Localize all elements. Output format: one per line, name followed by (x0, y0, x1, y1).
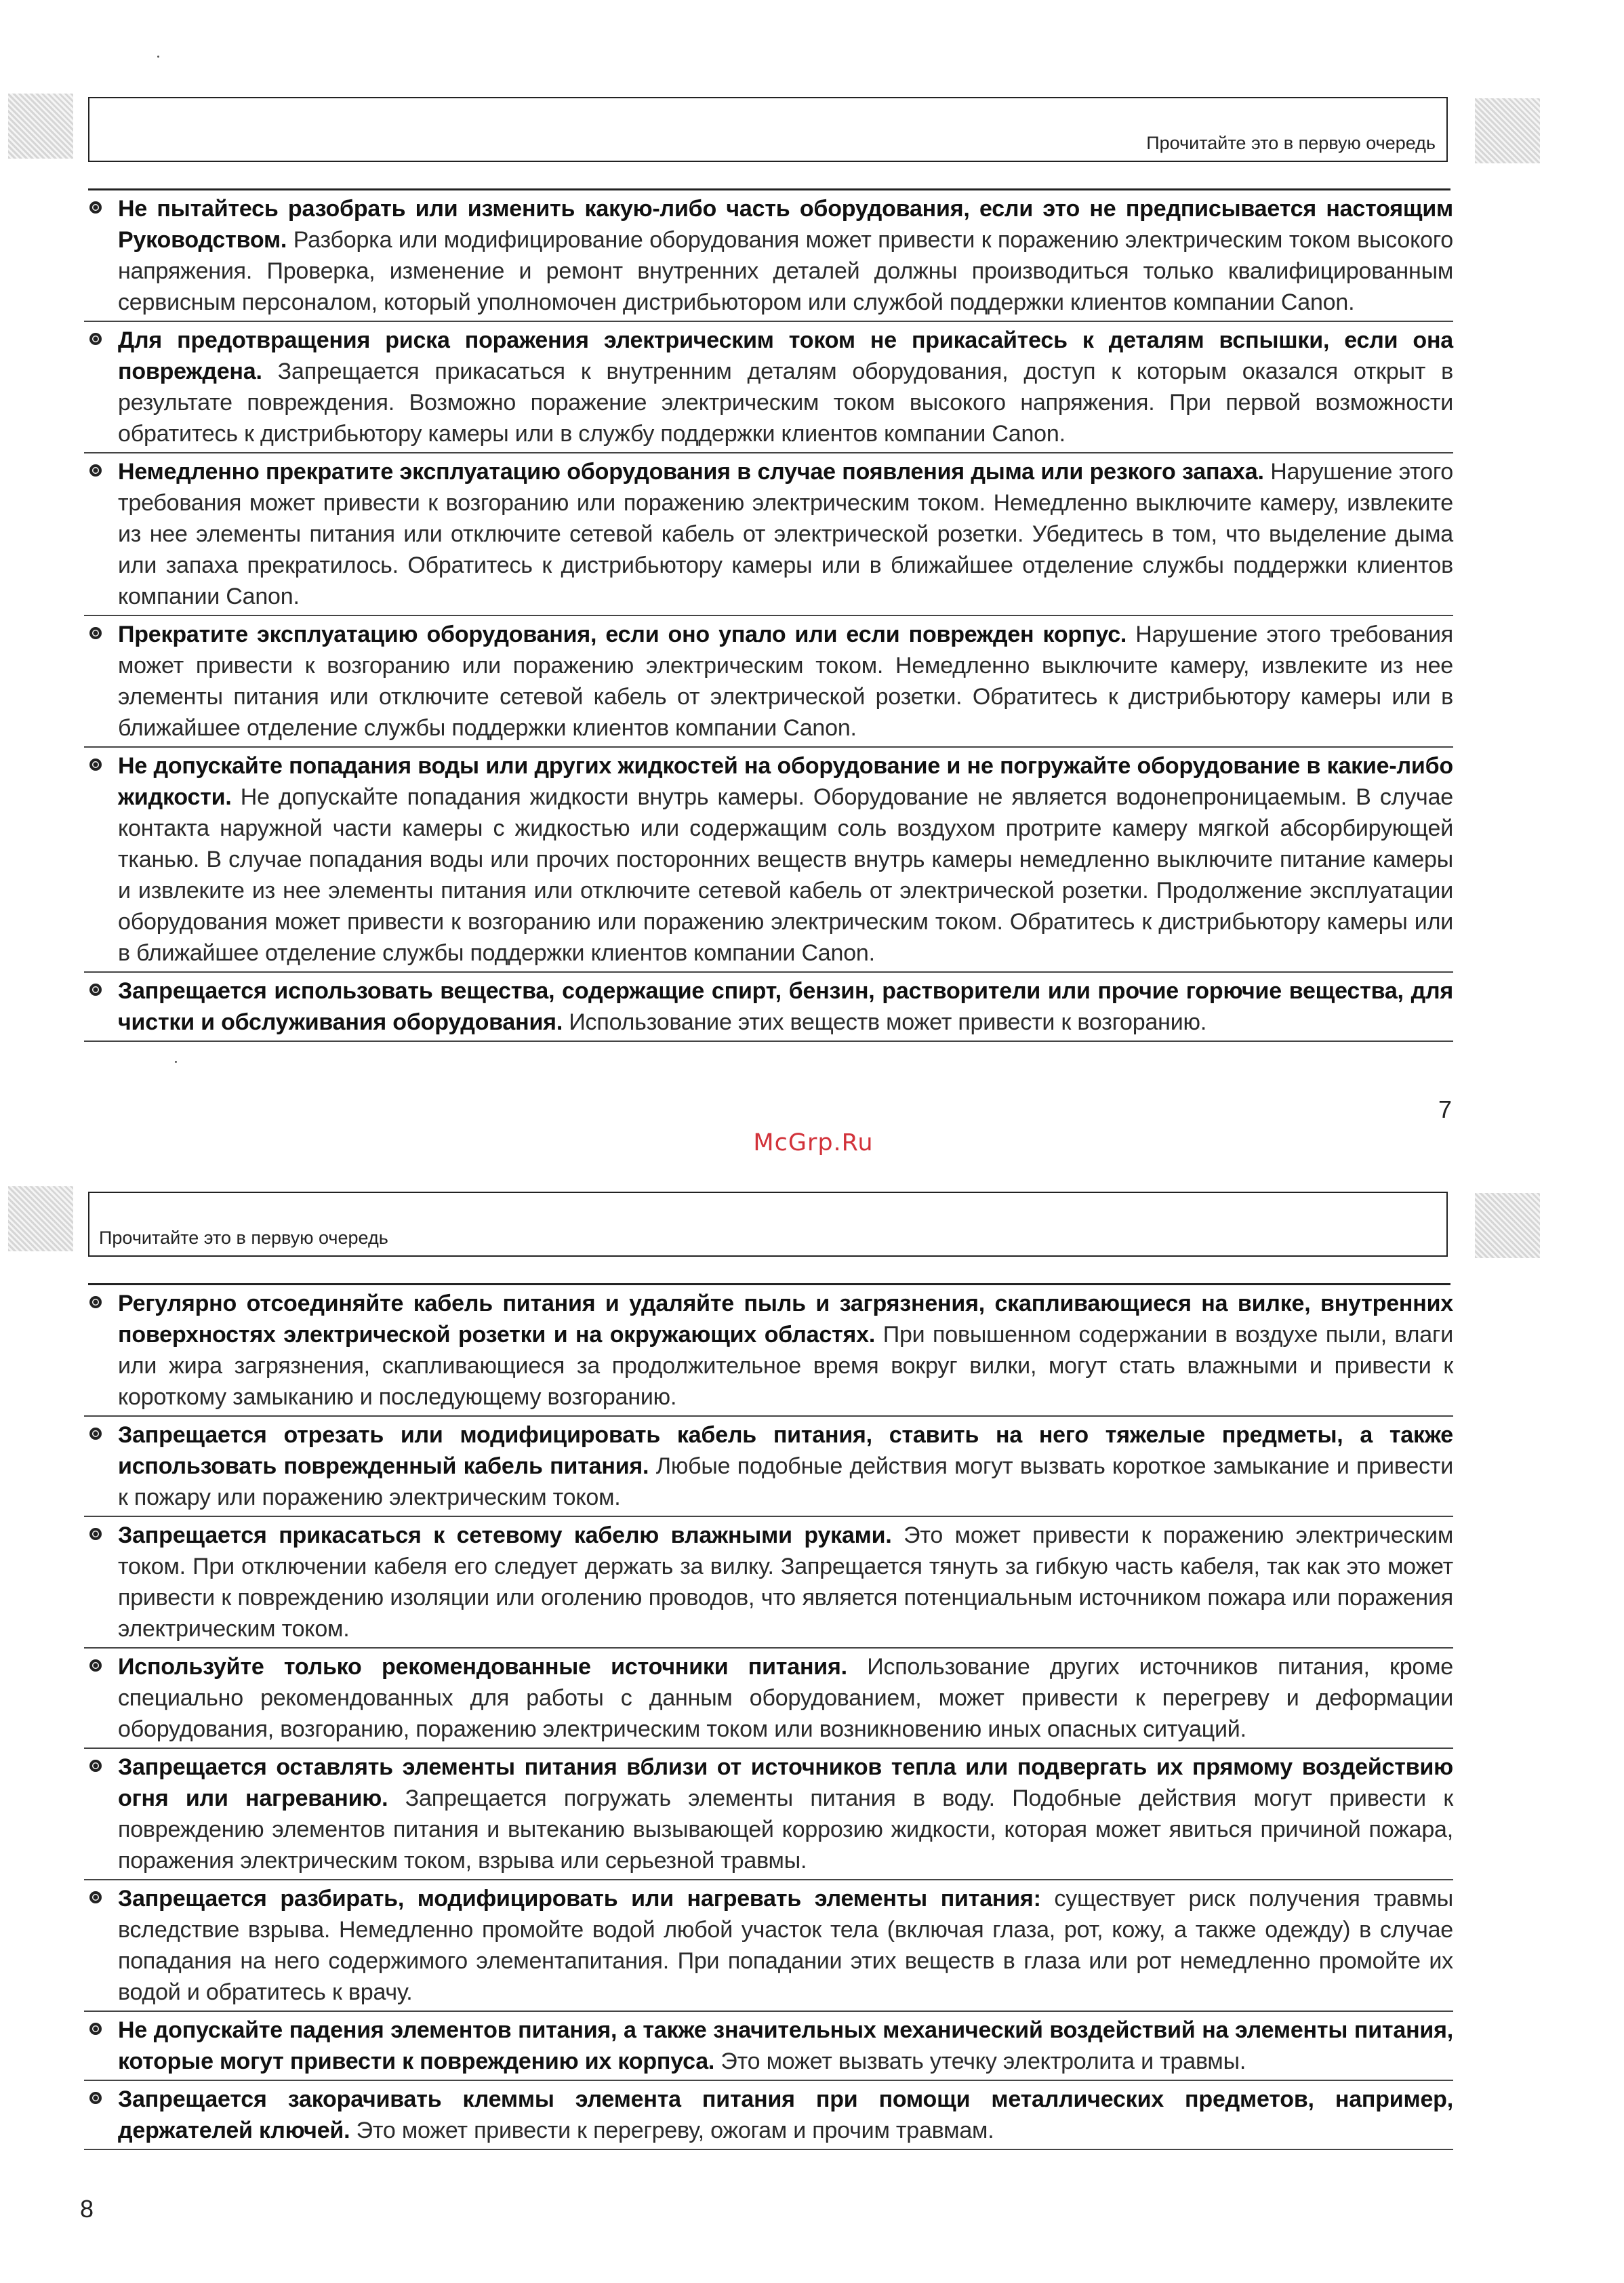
bullet-icon (89, 201, 102, 214)
warning-text: Разборка или модифицирование оборудования может привести к поражению электрическим током высокого напряжения. Проверка, изменение и ремонт внутренних деталей должны производиться только квалифицированным сервисным персоналом, который уполномочен дистрибьютором или службой поддержки клиентов компании Canon. (118, 227, 1453, 315)
warning-text: При повышенном содержании в воздухе пыли, влаги или жира загрязнения, скапливающиеся за продолжительное время вокруг вилки, могут стать влажными и привести к короткому замыканию и последующему возгоранию. (118, 1322, 1453, 1410)
warning-heading: Регулярно отсоединяйте кабель питания и удаляйте пыль и загрязнения, скапливающиеся на вилке, внутренних поверхностях электрической розетки и на окружающих областях. (118, 1291, 1453, 1348)
scan-speck (157, 56, 159, 58)
bullet-icon (89, 2092, 102, 2104)
warning-item (84, 2081, 1453, 2150)
header-text: Прочитайте это в первую очередь (99, 1228, 388, 1248)
warning-heading: Не допускайте попадания воды или других жидкостей на оборудование и не погружайте оборудование в какие-либо жидкости. (118, 753, 1453, 810)
scan-corner-mark (1475, 1193, 1540, 1258)
page-number: 7 (1438, 1095, 1453, 1123)
warning-item (84, 1417, 1453, 1517)
scan-corner-mark (8, 1186, 73, 1251)
warnings-list (84, 190, 1453, 1042)
bullet-icon (89, 984, 102, 996)
warning-heading: Запрещается оставлять элементы питания вблизи от источников тепла или подвергать их прямому воздействию огня или нагреванию. (118, 1754, 1453, 1811)
bullet-icon (89, 759, 102, 771)
warning-text: Нарушение этого требования может привести к возгоранию или поражению электрическим током. Немедленно выключите камеру, извлеките из нее элементы питания или отключите сетевой кабель от электрической розетки. Убедитесь в том, что выделение дыма или запаха прекратилось. Обратитесь к дистрибьютору камеры или в ближайшее отделение службы поддержки клиентов компании Canon. (118, 459, 1453, 609)
warning-heading: Запрещается использовать вещества, содержащие спирт, бензин, растворители или прочие горючие вещества, для чистки и обслуживания оборудования. (118, 978, 1453, 1035)
warning-heading: Запрещается разбирать, модифицировать или нагревать элементы питания: (118, 1886, 1041, 1912)
bullet-icon (89, 333, 102, 345)
warnings-list (84, 1285, 1453, 2150)
watermark: McGrp.Ru (753, 1129, 874, 1156)
warning-heading: Запрещается отрезать или модифицировать кабель питания, ставить на него тяжелые предметы, а также использовать поврежденный кабель питания. (118, 1422, 1453, 1479)
warning-item (84, 322, 1453, 453)
bullet-icon (89, 464, 102, 477)
page-number: 8 (80, 2195, 94, 2223)
page-8 (0, 1152, 1624, 2283)
warning-item (84, 1749, 1453, 1880)
warning-item (84, 190, 1453, 322)
warning-text: Это может привести к перегреву, ожогам и прочим травмам. (350, 2118, 994, 2143)
scan-corner-mark (1475, 98, 1540, 163)
warning-item (84, 616, 1453, 748)
scan-corner-mark (8, 94, 73, 159)
warning-item (84, 2012, 1453, 2081)
header-text: Прочитайте это в первую очередь (1146, 133, 1436, 153)
warning-text: Это может привести к поражению электрическим током. При отключении кабеля его следует держать за вилку. Запрещается тянуть за гибкую часть кабеля, так как это может привести к повреждению изоляции или оголению проводов, что является потенциальным источником пожара или поражения электрическим током. (118, 1522, 1453, 1642)
warning-heading: Не допускайте падения элементов питания, а также значительных механический воздействий на элементы питания, которые могут привести к повреждению их корпуса. (118, 2017, 1453, 2074)
warning-heading: Запрещается прикасаться к сетевому кабелю влажными руками. (118, 1522, 892, 1548)
bullet-icon (89, 1659, 102, 1672)
page-header (88, 97, 1448, 162)
bullet-icon (89, 1528, 102, 1540)
bullet-icon (89, 1891, 102, 1903)
warning-item (84, 1880, 1453, 2012)
warning-heading: Немедленно прекратите эксплуатацию оборудования в случае появления дыма или резкого запаха. (118, 459, 1264, 485)
warning-heading: Прекратите эксплуатацию оборудования, если оно упало или если поврежден корпус. (118, 622, 1127, 647)
warning-text: Использование этих веществ может привести к возгоранию. (563, 1009, 1207, 1035)
scan-speck (175, 1061, 177, 1063)
warning-text: Нарушение этого требования может привести к возгоранию или поражению электрическим током. Немедленно выключите камеру, извлеките из нее элементы питания или отключите сетевой кабель от электрической розетки. Обратитесь к дистрибьютору камеры или в ближайшее отделение службы поддержки клиентов компании Canon. (118, 622, 1454, 741)
warning-item (84, 1285, 1453, 1417)
warning-heading: Для предотвращения риска поражения электрическим током не прикасайтесь к деталям вспышки, если она повреждена. (118, 327, 1453, 384)
warning-item (84, 453, 1453, 616)
warning-text: Любые подобные действия могут вызвать короткое замыкание и привести к пожару или поражению электрическим током. (118, 1453, 1453, 1510)
warning-text: Не допускайте попадания жидкости внутрь камеры. Оборудование не является водонепроницаемым. В случае контакта наружной части камеры с жидкостью или содержащим соль воздухом протрите камеру мягкой абсорбирующей тканью. В случае попадания воды или прочих посторонних веществ внутрь камеры немедленно выключите питание камеры и извлеките из нее элементы питания или отключите сетевой кабель от электрической розетки. Продолжение эксплуатации оборудования может привести к возгоранию или поражению электрическим током. Обратитесь к дистрибьютору камеры или в ближайшее отделение службы поддержки клиентов компании Canon. (118, 784, 1453, 966)
bullet-icon (89, 1296, 102, 1308)
warning-text: Это может вызвать утечку электролита и травмы. (714, 2048, 1246, 2074)
page-header (88, 1192, 1448, 1257)
bullet-icon (89, 627, 102, 639)
bullet-icon (89, 1428, 102, 1440)
warning-text: Запрещается погружать элементы питания в воду. Подобные действия могут привести к повреждению элементов питания и вытеканию вызывающей коррозию жидкости, которая может явиться причиной пожара, поражения электрическим током, взрыва или серьезной травмы. (118, 1785, 1453, 1874)
warning-text: Использование других источников питания, кроме специально рекомендованных для работы с данным оборудованием, может привести к перегреву и деформации оборудования, возгоранию, поражению электрическим током или возникновению иных опасных ситуаций. (118, 1654, 1454, 1742)
warning-item (84, 1517, 1453, 1649)
warning-item (84, 748, 1453, 973)
warning-text: существует риск получения травмы вследствие взрыва. Немедленно промойте водой любой участок тела (включая глаза, рот, кожу, а также одежду) в случае попадания на него содержимого элементапитания. При попадании этих веществ в глаза или рот немедленно промойте их водой и обратитесь к врачу. (118, 1886, 1453, 2005)
warning-item (84, 973, 1453, 1042)
warning-heading: Используйте только рекомендованные источники питания. (118, 1654, 847, 1680)
bullet-icon (89, 2023, 102, 2035)
warning-heading: Запрещается закорачивать клеммы элемента питания при помощи металлических предметов, например, держателей ключей. (118, 2086, 1453, 2143)
warning-heading: Не пытайтесь разобрать или изменить какую-либо часть оборудования, если это не предписывается настоящим Руководством. (118, 196, 1453, 253)
bullet-icon (89, 1760, 102, 1772)
warning-item (84, 1649, 1453, 1749)
warning-text: Запрещается прикасаться к внутренним деталям оборудования, доступ к которым оказался открыт в результате повреждения. Возможно поражение электрическим током высокого напряжения. При первой возможности обратитесь к дистрибьютору камеры или в службу поддержки клиентов компании Canon. (118, 359, 1453, 447)
